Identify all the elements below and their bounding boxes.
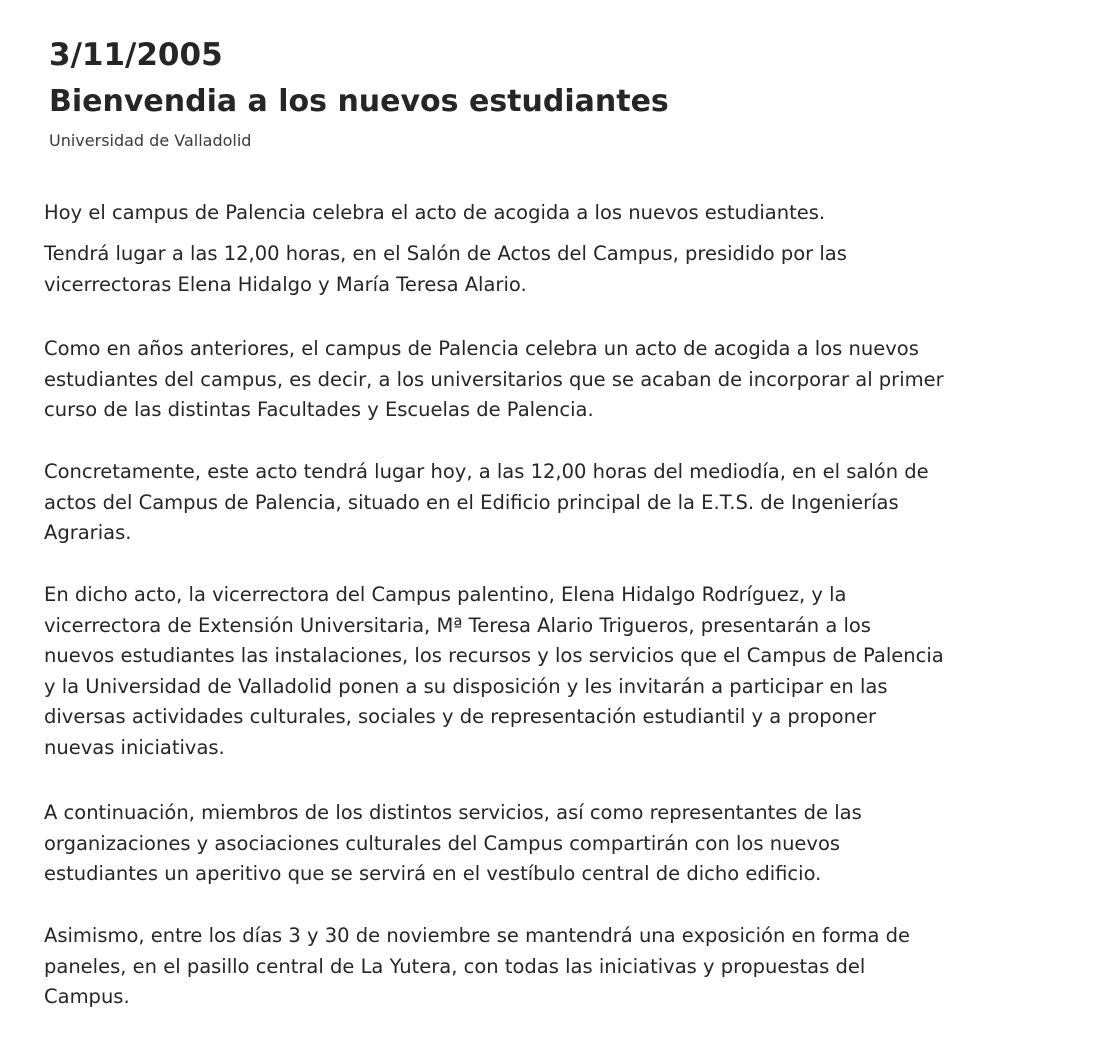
paragraph-line: Concretamente, este acto tendrá lugar hoy, a las 12,00 horas del mediodía, en el salón de (44, 460, 929, 483)
paragraph-line: vicerrectora de Extensión Universitaria, Mª Teresa Alario Trigueros, presentarán a los (44, 613, 871, 637)
paragraph-line: Como en años anteriores, el campus de Palencia celebra un acto de acogida a los nuevos (44, 337, 919, 360)
paragraph-line: organizaciones y asociaciones culturales del Campus compartirán con los nuevos (44, 831, 841, 855)
paragraph-line: y la Universidad de Valladolid ponen a su disposición y les invitarán a participar en las (44, 674, 888, 698)
paragraph-schedule (44, 239, 1084, 300)
paragraph-line: nuevos estudiantes las instalaciones, los recursos y los servicios que el Campus de Palencia (44, 644, 944, 667)
paragraph-line: actos del Campus de Palencia, situado en el Edificio principal de la E.T.S. de Ingenierías (44, 490, 899, 514)
paragraph-exhibition (44, 921, 1084, 1013)
paragraph-location (44, 457, 1084, 549)
paragraph-line: estudiantes un aperitivo que se servirá en el vestíbulo central de dicho edificio. (44, 862, 822, 885)
paragraph-reception (44, 798, 1084, 890)
paragraph-line: diversas actividades culturales, sociales y de representación estudiantil y a proponer (44, 705, 876, 728)
paragraph-line: paneles, en el pasillo central de La Yutera, con todas las iniciativas y propuestas del (44, 954, 866, 978)
paragraph-line: Campus. (44, 985, 130, 1008)
paragraph-presentation (44, 580, 1084, 763)
paragraph-line: Hoy el campus de Palencia celebra el acto de acogida a los nuevos estudiantes. (44, 201, 826, 224)
paragraph-line: Asimismo, entre los días 3 y 30 de noviembre se mantendrá una exposición en forma de (44, 924, 911, 947)
article-title: Bienvendia a los nuevos estudiantes (49, 84, 669, 119)
paragraph-background (44, 334, 1084, 426)
paragraph-line: Agrarias. (44, 521, 132, 544)
paragraph-line: Tendrá lugar a las 12,00 horas, en el Salón de Actos del Campus, presidido por las (44, 242, 847, 265)
paragraph-line: curso de las distintas Facultades y Escuelas de Palencia. (44, 398, 594, 421)
paragraph-line: A continuación, miembros de los distintos servicios, así como representantes de las (44, 801, 862, 824)
paragraph-line: vicerrectoras Elena Hidalgo y María Teresa Alario. (44, 272, 527, 296)
article-date: 3/11/2005 (49, 37, 223, 73)
article-source: Universidad de Valladolid (49, 131, 252, 150)
paragraph-intro (44, 198, 1084, 229)
paragraph-line: estudiantes del campus, es decir, a los universitarios que se acaban de incorporar al primer (44, 367, 944, 391)
paragraph-line: En dicho acto, la vicerrectora del Campus palentino, Elena Hidalgo Rodríguez, y la (44, 583, 847, 606)
paragraph-line: nuevas iniciativas. (44, 735, 225, 759)
